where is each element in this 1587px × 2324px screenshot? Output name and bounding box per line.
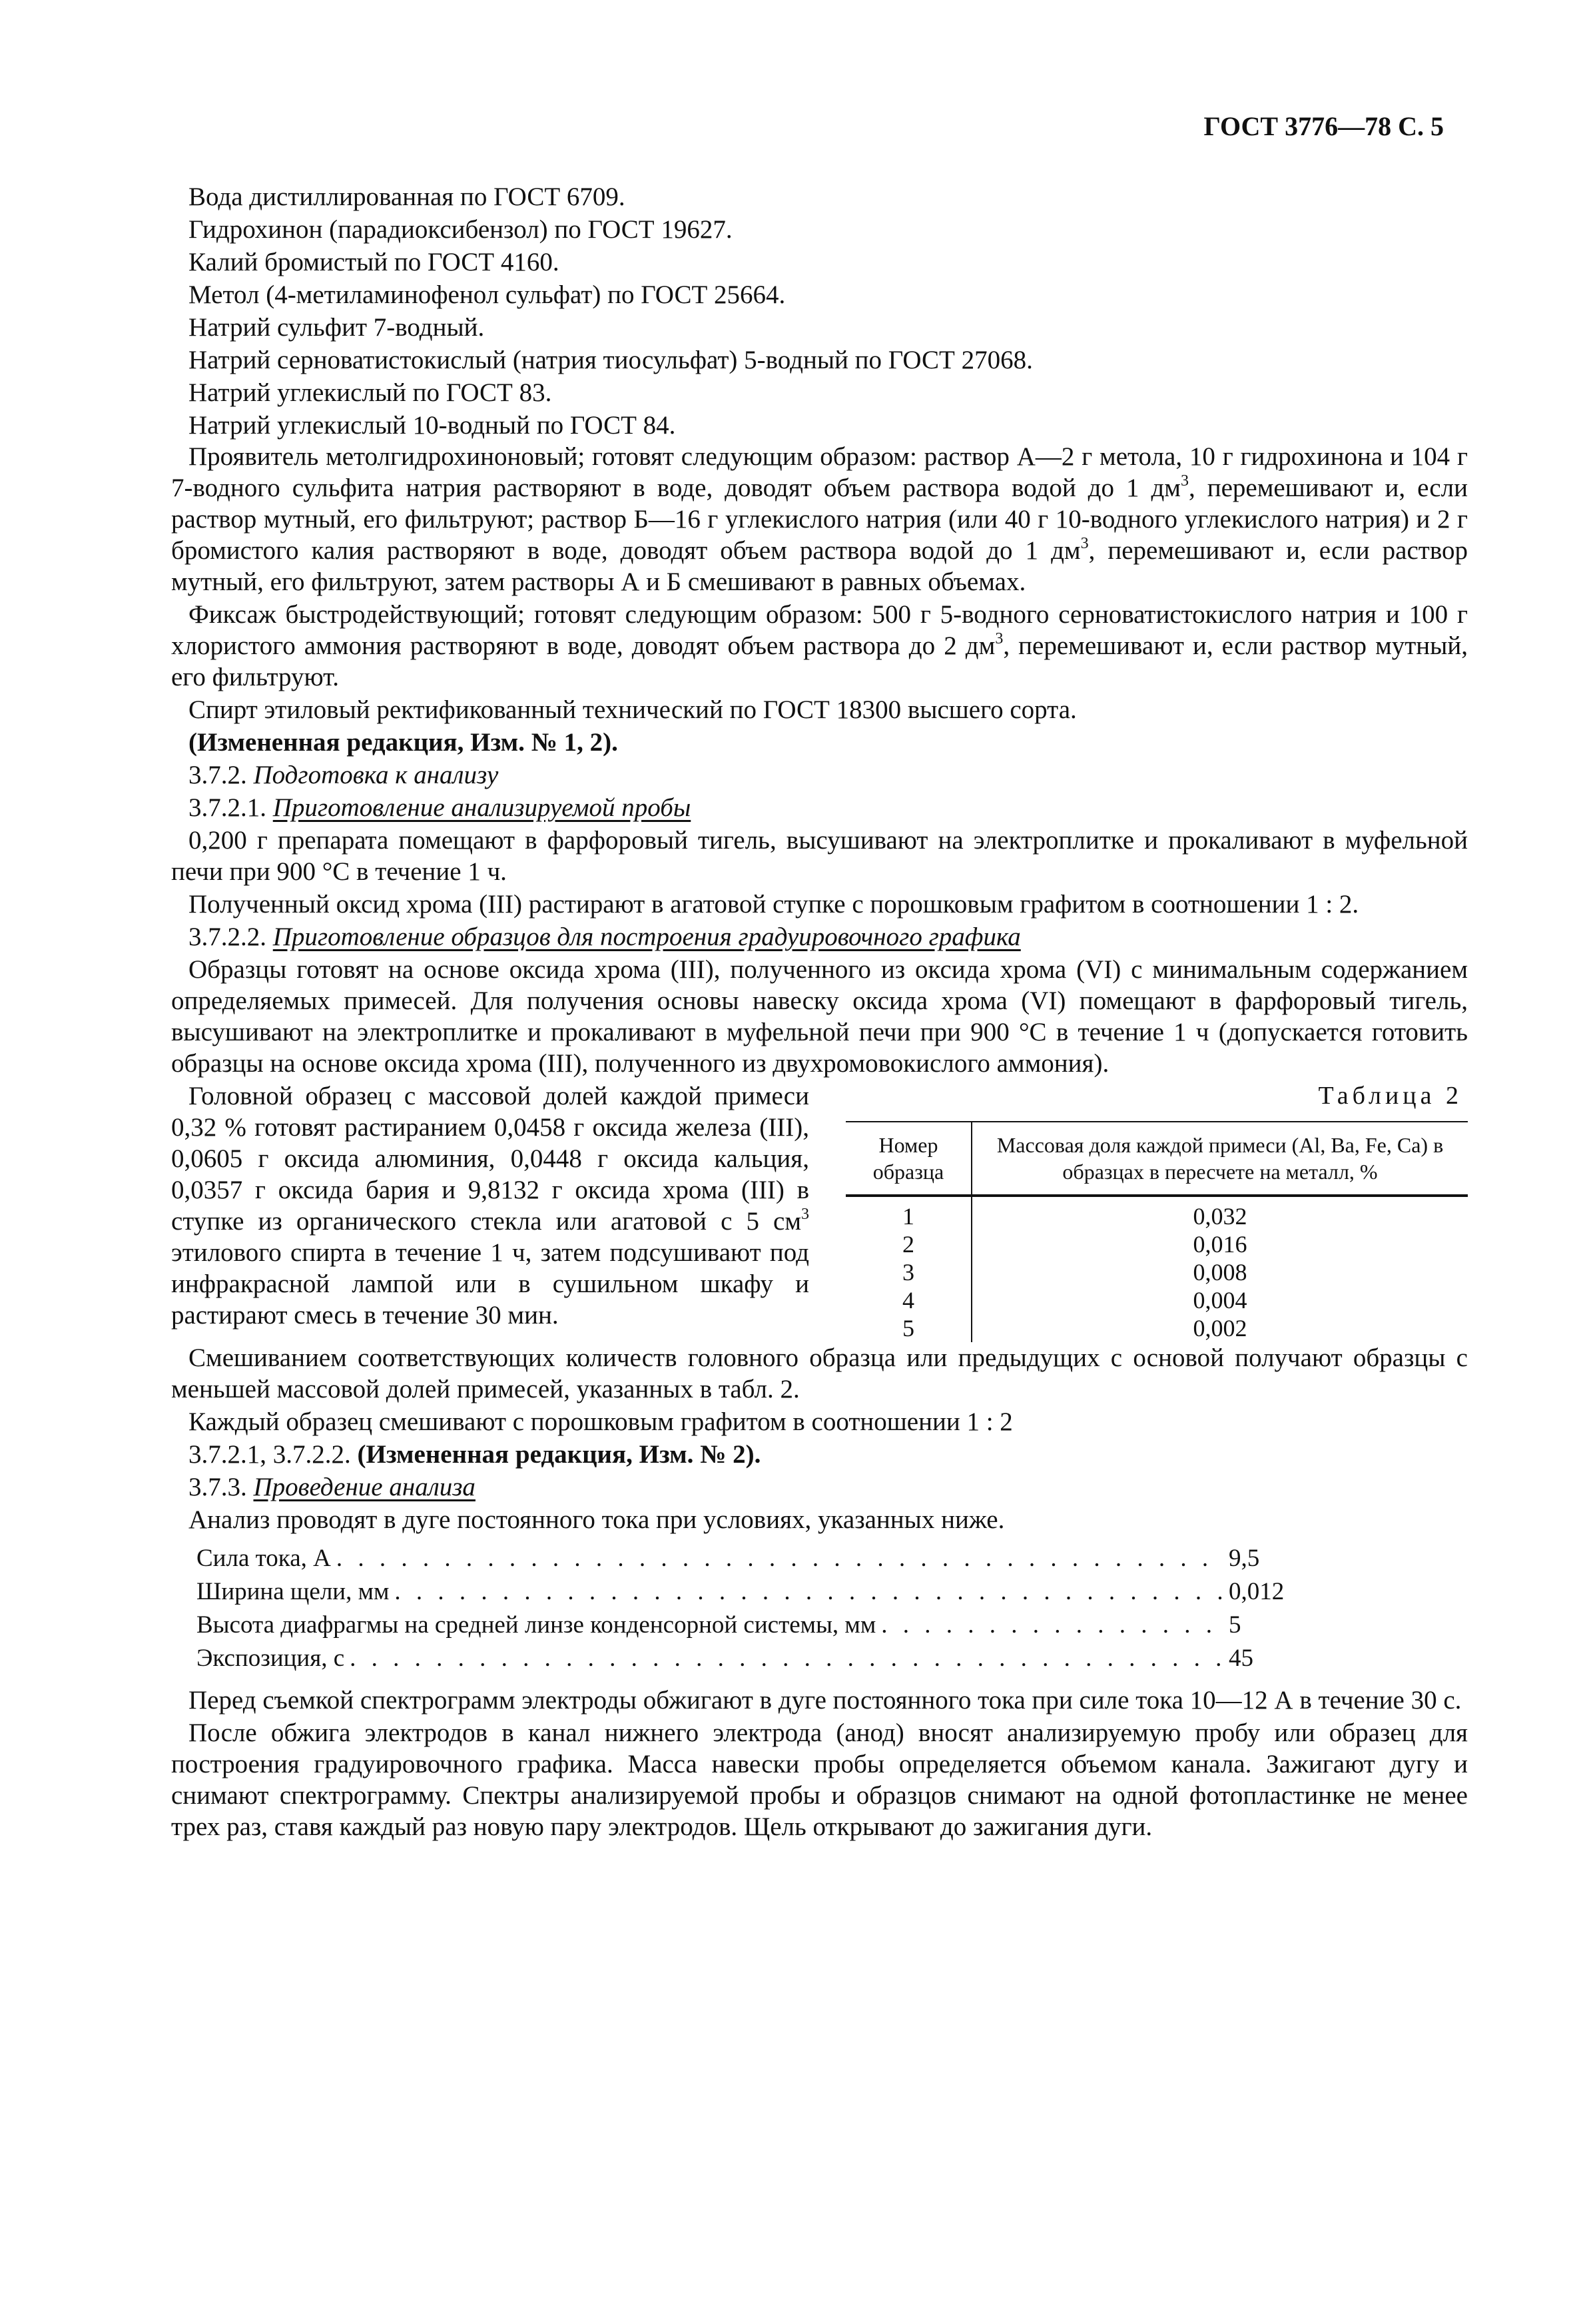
section-3-7-3: 3.7.3. Проведение анализа (188, 1473, 476, 1501)
condition-value: 0,012 (1229, 1578, 1285, 1605)
table-2-grid (846, 1121, 1468, 1342)
table-cell: 1 (902, 1203, 914, 1230)
burn-paragraph: Перед съемкой спектрограмм электроды обжигают в дуге постоянного тока при силе тока 10—12 А в течение 30 с. (188, 1686, 1462, 1715)
table-2 (846, 1080, 1468, 1342)
graphite-paragraph: Каждый образец смешивают с порошковым графитом в соотношении 1 : 2 (188, 1407, 1013, 1436)
developer-paragraph: Проявитель метолгидрохиноновый; готовят следующим образом: раствор А—2 г метола, 10 г гидрохинона и 104 г 7-водного сульфита натрия растворяют в воде, доводят объем раствора водой до 1 $дм^3$, перемешивают и, если раствор мутный, его фильтруют; раствор Б—16 г углекислого натрия (или 40 г 10-водного углекислого натрия) и 2 г бромистого калия растворяют в воде, доводят объем раствора водой до 1 $дм^3$, перемешивают и, если раствор мутный, его фильтруют, затем растворы А и Б смешивают в равных объемах. (171, 442, 1468, 596)
leader-dots (881, 1609, 1223, 1642)
conditions-list (196, 1542, 1302, 1675)
table-cell: 0,008 (972, 1258, 1468, 1286)
sample-paragraph-2: Полученный оксид хрома (III) растирают в агатовой ступке с порошковым графитом в соотношении 1 : 2. (188, 890, 1359, 919)
table-row (846, 1258, 1468, 1286)
condition-label: Высота диафрагмы на средней линзе конденсорной системы, мм (196, 1611, 876, 1639)
reagent-item: Натрий сульфит 7-водный. (188, 313, 485, 342)
table-row (846, 1286, 1468, 1314)
leader-dots (350, 1642, 1223, 1675)
document-body (171, 181, 1468, 1842)
analysis-paragraph: Анализ проводят в дуге постоянного тока при условиях, указанных ниже. (188, 1505, 1005, 1534)
base-paragraph: Образцы готовят на основе оксида хрома (III), полученного из оксида хрома (VI) с минимальным содержанием определяемых примесей. Для получения основы навеску оксида хрома (VI) помещают в фарфоровый тигель, высушивают на электроплитке и прокаливают в муфельной печи при 900 °С в течение 1 ч (допускается готовить образцы на основе оксида хрома (III), полученного из двухромовокислого аммония). (171, 955, 1468, 1078)
table-cell: 5 (902, 1315, 914, 1342)
table-cell: 0,016 (972, 1230, 1468, 1258)
condition-row (196, 1542, 1302, 1575)
head-sample-paragraph-wrap (171, 1080, 809, 1331)
table-row (846, 1314, 1468, 1342)
reagent-item: Калий бромистый по ГОСТ 4160. (188, 248, 559, 276)
leader-dots (394, 1575, 1223, 1609)
table-row (846, 1230, 1468, 1258)
condition-label: Ширина щели, мм (196, 1578, 390, 1605)
head-sample-and-table (171, 1080, 1468, 1342)
reagent-item: Натрий серноватистокислый (натрия тиосульфат) 5-водный по ГОСТ 27068. (188, 346, 1033, 374)
condition-row (196, 1575, 1302, 1609)
sample-paragraph-1: 0,200 г препарата помещают в фарфоровый тигель, высушивают на электроплитке и прокаливают в муфельной печи при 900 °С в течение 1 ч. (171, 826, 1468, 886)
condition-value: 5 (1229, 1611, 1241, 1639)
section-3-7-2-2: 3.7.2.2. Приготовление образцов для построения градуировочного графика (188, 923, 1021, 951)
reagent-item: Вода дистиллированная по ГОСТ 6709. (188, 183, 625, 211)
table-cell: 0,004 (972, 1286, 1468, 1314)
reagent-item: Натрий углекислый 10-водный по ГОСТ 84. (188, 411, 676, 440)
leader-dots (336, 1542, 1223, 1575)
table-cell: 2 (902, 1231, 914, 1258)
head-sample-paragraph: Головной образец с массовой долей каждой примеси 0,32 % готовят растиранием 0,0458 г оксида железа (III), 0,0605 г оксида алюминия, 0,0448 г оксида кальция, 0,0357 г оксида бария и 9,8132 г оксида хрома (III) в ступке из органического стекла или агатовой с 5 $см^3$ этилового спирта в течение 1 ч, затем подсушивают под инфракрасной лампой или в сушильном шкафу и растирают смесь в течение 30 мин. (171, 1082, 809, 1330)
condition-value: 45 (1229, 1645, 1253, 1672)
table-cell: 3 (902, 1259, 914, 1286)
condition-value: 9,5 (1229, 1545, 1260, 1572)
table-cell: 0,002 (972, 1314, 1468, 1342)
alcohol-paragraph: Спирт этиловый ректификованный технический по ГОСТ 18300 высшего сорта. (188, 695, 1077, 724)
reagent-item: Натрий углекислый по ГОСТ 83. (188, 378, 552, 407)
table-cell: 0,032 (972, 1196, 1468, 1230)
table-row (846, 1196, 1468, 1230)
table-cell: 4 (902, 1287, 914, 1314)
page-header: ГОСТ 3776—78 С. 5 (1203, 111, 1444, 141)
final-paragraph: После обжига электродов в канал нижнего электрода (анод) вносят анализируемую пробу или образец для построения градуировочного графика. Масса навески пробы определяется объемом канала. Зажигают дугу и снимают спектрограмму. Спектры анализируемой пробы и образцов снимают на одной фотопластинке не менее трех раз, ставя каждый раз новую пару электродов. Щель открывают до зажигания дуги. (171, 1719, 1468, 1841)
table-header-cell: Массовая доля каждой примеси (Al, Ba, Fe, Ca) в образцах в пересчете на металл, % (972, 1122, 1468, 1196)
mixing-paragraph: Смешиванием соответствующих количеств головного образца или предыдущих с основой получают образцы с меньшей массовой долей примесей, указанных в табл. 2. (171, 1344, 1468, 1403)
condition-row (196, 1642, 1302, 1675)
section-3-7-2-1: 3.7.2.1. Приготовление анализируемой пробы (188, 793, 691, 822)
condition-label: Сила тока, А (196, 1545, 331, 1572)
table-caption: Таблица 2 (1318, 1082, 1462, 1110)
reagent-item: Метол (4-метиламинофенол сульфат) по ГОСТ 25664. (188, 280, 786, 309)
table-header-cell: Номер образца (846, 1122, 972, 1196)
section-3-7-2: 3.7.2. Подготовка к анализу (188, 761, 499, 789)
amendment-note-2: 3.7.2.1, 3.7.2.2. (Измененная редакция, Изм. № 2). (188, 1440, 761, 1469)
condition-row (196, 1609, 1302, 1642)
condition-label: Экспозиция, с (196, 1645, 345, 1672)
amendment-note: (Измененная редакция, Изм. № 1, 2). (188, 728, 618, 757)
reagent-item: Гидрохинон (парадиоксибензол) по ГОСТ 19627. (188, 215, 733, 244)
fixer-paragraph: Фиксаж быстродействующий; готовят следующим образом: 500 г 5-водного серноватистокислого натрия и 100 г хлористого аммония растворяют в воде, доводят объем раствора до 2 $дм^3$, перемешивают и, если раствор мутный, его фильтруют. (171, 600, 1468, 691)
table-header-row (846, 1122, 1468, 1196)
reagent-list (171, 181, 1468, 441)
